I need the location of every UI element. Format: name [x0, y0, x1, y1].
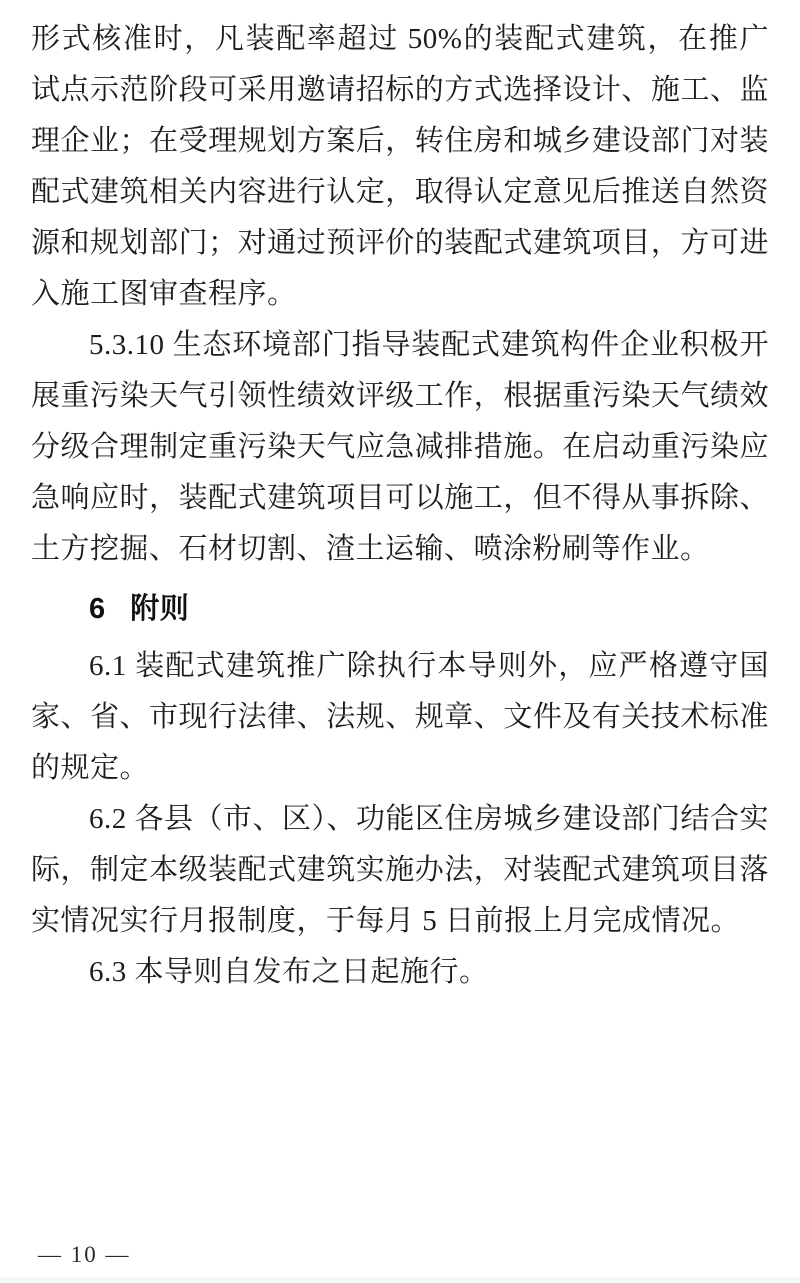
paragraph-clause-6-1: 6.1 装配式建筑推广除执行本导则外，应严格遵守国家、省、市现行法律、法规、规章、文件及有关技术标准的规定。 — [31, 650, 769, 784]
paragraph-clause-6-2: 6.2 各县（市、区）、功能区住房城乡建设部门结合实际，制定本级装配式建筑实施办法，对装配式建筑项目落实情况实行月报制度，于每月 5 日前报上月完成情况。 — [31, 803, 770, 937]
section-heading-6 — [31, 584, 769, 635]
section-number: 6 — [89, 593, 106, 625]
page-bottom-edge — [0, 1278, 800, 1283]
paragraph-continuation: 形式核准时，凡装配率超过 50%的装配式建筑，在推广试点示范阶段可采用邀请招标的方式选择设计、施工、监理企业；在受理规划方案后，转住房和城乡建设部门对装配式建筑相关内容进行认定，取得认定意见后推送自然资源和规划部门；对通过预评价的装配式建筑项目，方可进入施工图审查程序。 — [31, 23, 769, 310]
section-title: 附则 — [130, 593, 190, 625]
document-body — [31, 14, 769, 998]
paragraph-clause-5-3-10: 5.3.10 生态环境部门指导装配式建筑构件企业积极开展重污染天气引领性绩效评级工作，根据重污染天气绩效分级合理制定重污染天气应急减排措施。在启动重污染应急响应时，装配式建筑项目可以施工，但不得从事拆除、土方挖掘、石材切割、渣土运输、喷涂粉刷等作业。 — [31, 329, 769, 565]
paragraph-clause-6-3: 6.3 本导则自发布之日起施行。 — [89, 956, 489, 988]
page-footer — [38, 1241, 131, 1269]
page-number: — 10 — — [38, 1242, 131, 1267]
